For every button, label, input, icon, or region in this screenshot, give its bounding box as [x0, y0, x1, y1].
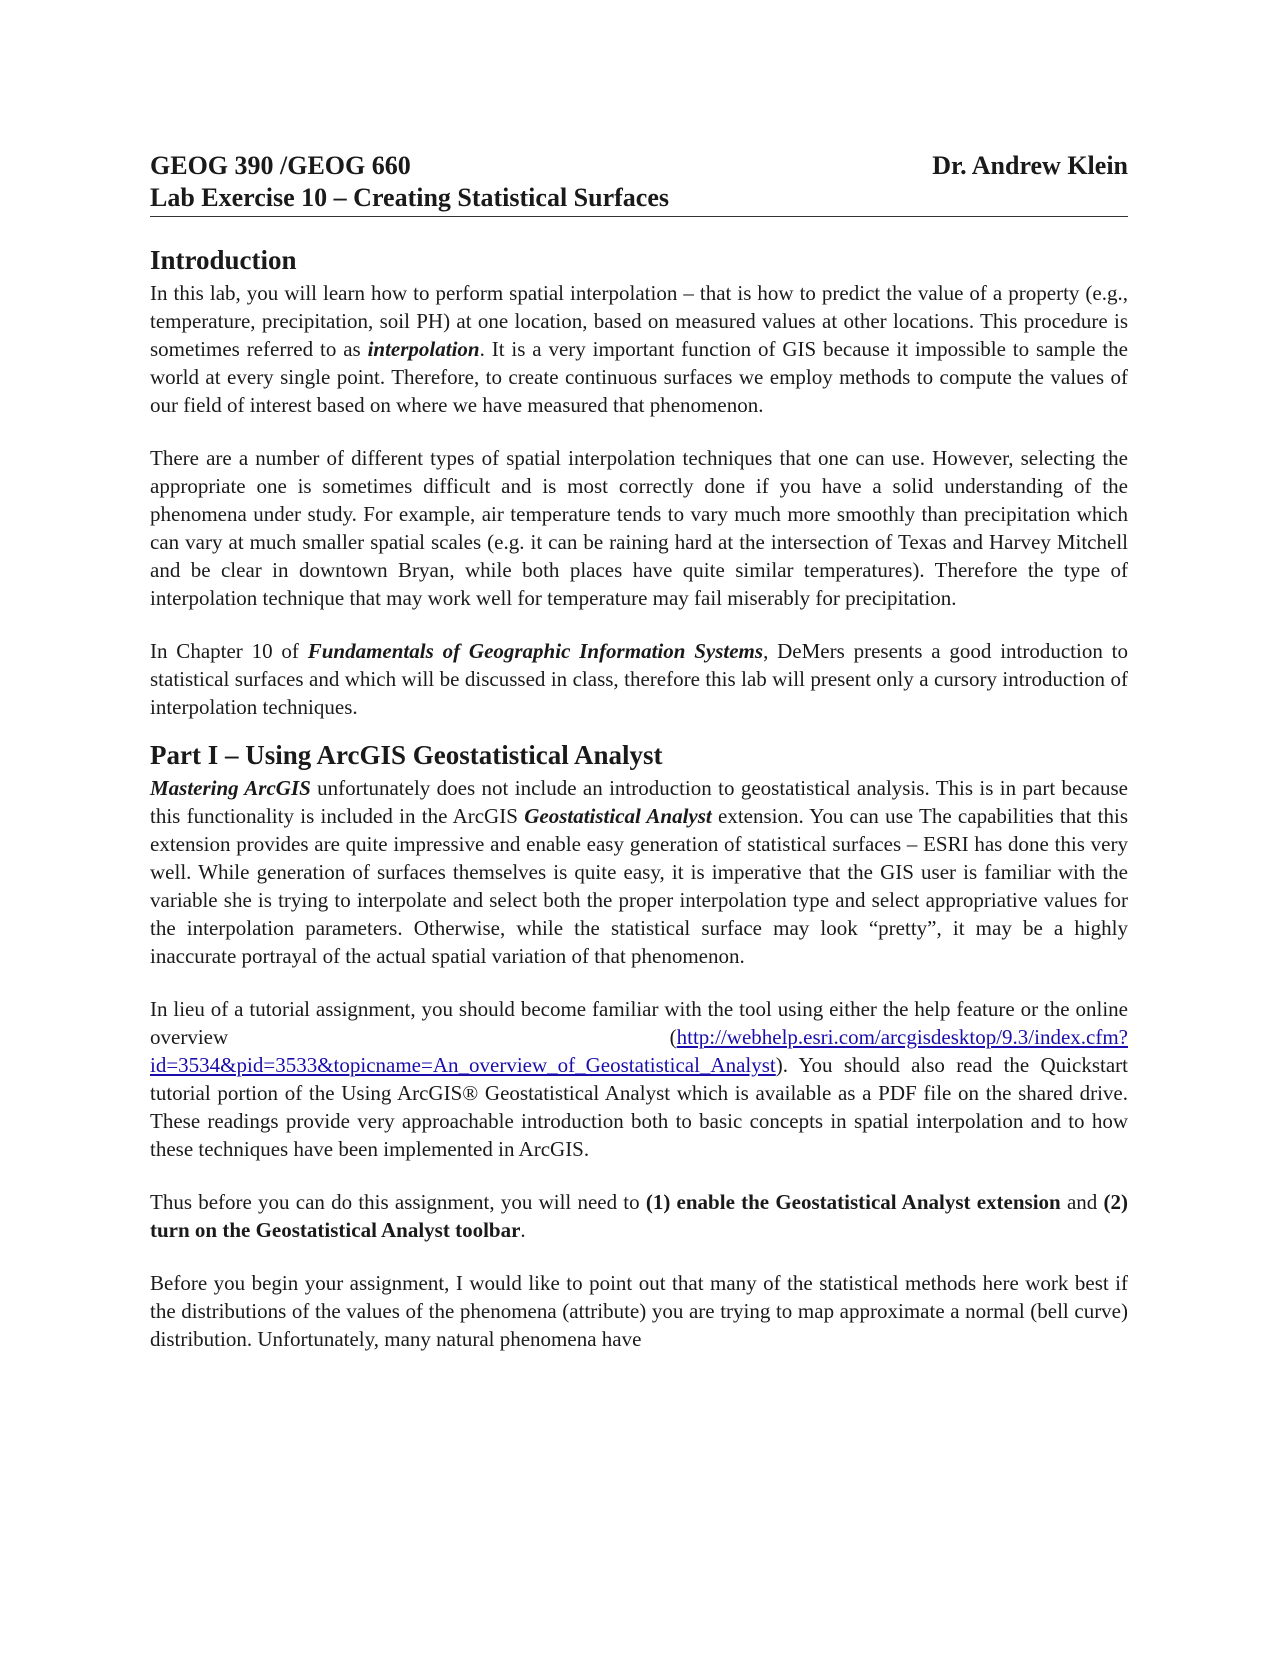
part1-paragraph-2: In lieu of a tutorial assignment, you should become familiar with the tool using either the help feature or the online overview (http://webhelp.esri.com/arcgisdesktop/9.3/index.cfm?id=3534&pid=3533&topicname=An_overview_of_Geostatistical_Analyst). You should also read the Quickstart tutorial portion of the Using ArcGIS® Geostatistical Analyst which is available as a PDF file on the shared drive. These readings provide very approachable introduction both to basic concepts in spatial interpolation and to how these techniques have been implemented in ArcGIS. [150, 997, 1128, 1161]
lab-title: Lab Exercise 10 – Creating Statistical Surfaces [150, 183, 669, 212]
author-name: Dr. Andrew Klein [932, 151, 1128, 180]
part1-paragraph-1: Mastering ArcGIS unfortunately does not include an introduction to geostatistical analysis. This is in part because this functionality is included in the ArcGIS Geostatistical Analyst extension. You can use The capabilities that this extension provides are quite impressive and enable easy generation of statistical surfaces – ESRI has done this very well. While generation of surfaces themselves is quite easy, it is imperative that the GIS user is familiar with the variable she is trying to interpolate and select both the proper interpolation type and select appropriative values for the interpolation parameters. Otherwise, while the statistical surface may look “pretty”, it may be a highly inaccurate portrayal of the actual spatial variation of that phenomenon. [150, 776, 1128, 968]
esri-help-link[interactable]: http://webhelp.esri.com/arcgisdesktop/9.3/index.cfm?id=3534&pid=3533&topicname=An_overview_of_Geostatistical_Analyst [150, 1025, 1128, 1077]
document-header [150, 150, 1128, 217]
intro-paragraph-2: There are a number of different types of spatial interpolation techniques that one can use. However, selecting the appropriate one is sometimes difficult and is most correctly done if you have a solid understanding of the phenomena under study. For example, air temperature tends to vary much more smoothly than precipitation which can vary at much smaller spatial scales (e.g. it can be raining hard at the intersection of Texas and Harvey Mitchell and be clear in downtown Bryan, while both places have quite similar temperatures). Therefore the type of interpolation technique that may work well for temperature may fail miserably for precipitation. [150, 446, 1128, 610]
section-heading-part-1: Part I – Using ArcGIS Geostatistical Analyst [150, 740, 663, 770]
part1-paragraph-4: Before you begin your assignment, I would like to point out that many of the statistical methods here work best if the distributions of the values of the phenomena (attribute) you are trying to map approximate a normal (bell curve) distribution. Unfortunately, many natural phenomena have [150, 1271, 1128, 1351]
step-turn-on-toolbar: (2) turn on the Geostatistical Analyst toolbar [150, 1190, 1128, 1242]
part1-paragraph-3: Thus before you can do this assignment, you will need to (1) enable the Geostatistical Analyst extension and (2) turn on the Geostatistical Analyst toolbar. [150, 1190, 1128, 1242]
document-page [150, 148, 1128, 1378]
emphasis-mastering-arcgis: Mastering ArcGIS [150, 776, 311, 800]
emphasis-geostatistical-analyst: Geostatistical Analyst [524, 804, 712, 828]
emphasis-interpolation: interpolation [367, 337, 480, 361]
section-heading-introduction: Introduction [150, 245, 297, 275]
intro-paragraph-1: In this lab, you will learn how to perform spatial interpolation – that is how to predict the value of a property (e.g., temperature, precipitation, soil PH) at one location, based on measured values at other locations. This procedure is sometimes referred to as interpolation. It is a very important function of GIS because it impossible to sample the world at every single point. Therefore, to create continuous surfaces we employ methods to compute the values of our field of interest based on where we have measured that phenomenon. [150, 281, 1128, 417]
emphasis-book-title: Fundamentals of Geographic Information Systems [307, 639, 764, 663]
step-enable-extension: (1) enable the Geostatistical Analyst extension [645, 1190, 1061, 1214]
course-code: GEOG 390 /GEOG 660 [150, 151, 411, 180]
intro-paragraph-3: In Chapter 10 of Fundamentals of Geographic Information Systems, DeMers presents a good introduction to statistical surfaces and which will be discussed in class, therefore this lab will present only a cursory introduction of interpolation techniques. [150, 639, 1128, 719]
